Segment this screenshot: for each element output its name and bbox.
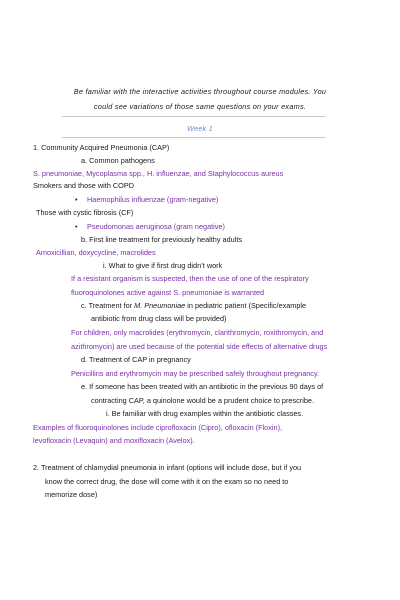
peds-heading-rest: in pediatric patient (Specific/example: [185, 301, 307, 310]
first-line-heading: b. First line treatment for previously healthy adults: [81, 235, 243, 244]
peds-heading-line-2: antibiotic from drug class will be provided): [91, 314, 227, 323]
peds-heading: [81, 301, 306, 310]
divider-bottom: [62, 137, 326, 138]
resistant-answer-2: fluoroquinolones active against S. pneumoniae is warranted: [71, 288, 265, 297]
bullet-icon: •: [75, 222, 78, 231]
copd-answer: Haemophilus influenzae (gram-negative): [87, 195, 219, 204]
first-line-answer: Amoxicillian, doxycycline, macrolides: [36, 248, 156, 257]
fluoroquinolone-answer-2: levofloxacin (Levaquin) and moxifloxacin (Avelox).: [33, 436, 195, 445]
peds-heading-prefix: c. Treatment for: [81, 301, 135, 310]
chlamydia-heading-2: know the correct drug, the dose will come with it on the exam so no need to: [45, 477, 289, 486]
resistant-answer-1: If a resistant organism is suspected, then the use of one of the respiratory: [71, 274, 309, 283]
divider-top: [62, 116, 326, 117]
prior-antibiotic-heading-2: contracting CAP, a quinolone would be a prudent choice to prescribe.: [91, 396, 314, 405]
chlamydia-heading-3: memorize dose): [45, 490, 98, 499]
peds-answer-1: For children, only macrolides (erythromycin, clarithromycin, roxithromycin, and: [71, 328, 324, 337]
bullet-icon: •: [75, 195, 78, 204]
intro-line-2: could see variations of those same questions on your exams.: [93, 102, 307, 111]
drug-examples-heading: i. Be familiar with drug examples within the antibiotic classes.: [106, 409, 304, 418]
fluoroquinolone-answer-1: Examples of fluoroquinolones include ciprofloxacin (Cipro), ofloxacin (Floxin),: [33, 423, 283, 432]
cf-heading: Those with cystic fibrosis (CF): [36, 208, 134, 217]
common-pathogens-heading: a. Common pathogens: [81, 156, 155, 165]
chlamydia-heading-1: 2. Treatment of chlamydial pneumonia in infant (options will include dose, but if you: [33, 463, 302, 472]
cap-title: 1. Community Acquired Pneumonia (CAP): [33, 143, 170, 152]
pathogens-answer: S. pneumoniae, Mycoplasma spp., H. influenzae, and Staphylococcus aureus: [33, 169, 284, 178]
pregnancy-answer: Penicillins and erythromycin may be prescribed safely throughout pregnancy.: [71, 369, 320, 378]
peds-organism: M. Pneumoniae: [134, 301, 186, 310]
copd-heading: Smokers and those with COPD: [33, 181, 134, 190]
peds-answer-2: azithromycin) are used because of the potential side effects of alternative drugs: [71, 342, 328, 351]
week-heading: Week 1: [186, 124, 214, 133]
pregnancy-heading: d. Treatment of CAP in pregnancy: [81, 355, 191, 364]
intro-line-1: Be familiar with the interactive activities throughout course modules. You: [73, 87, 327, 96]
cf-answer: Pseudomonas aeruginosa (gram negative): [87, 222, 225, 231]
prior-antibiotic-heading-1: e. If someone has been treated with an antibiotic in the previous 90 days of: [81, 382, 324, 391]
first-fails-heading: i. What to give if first drug didn’t work: [103, 261, 223, 270]
